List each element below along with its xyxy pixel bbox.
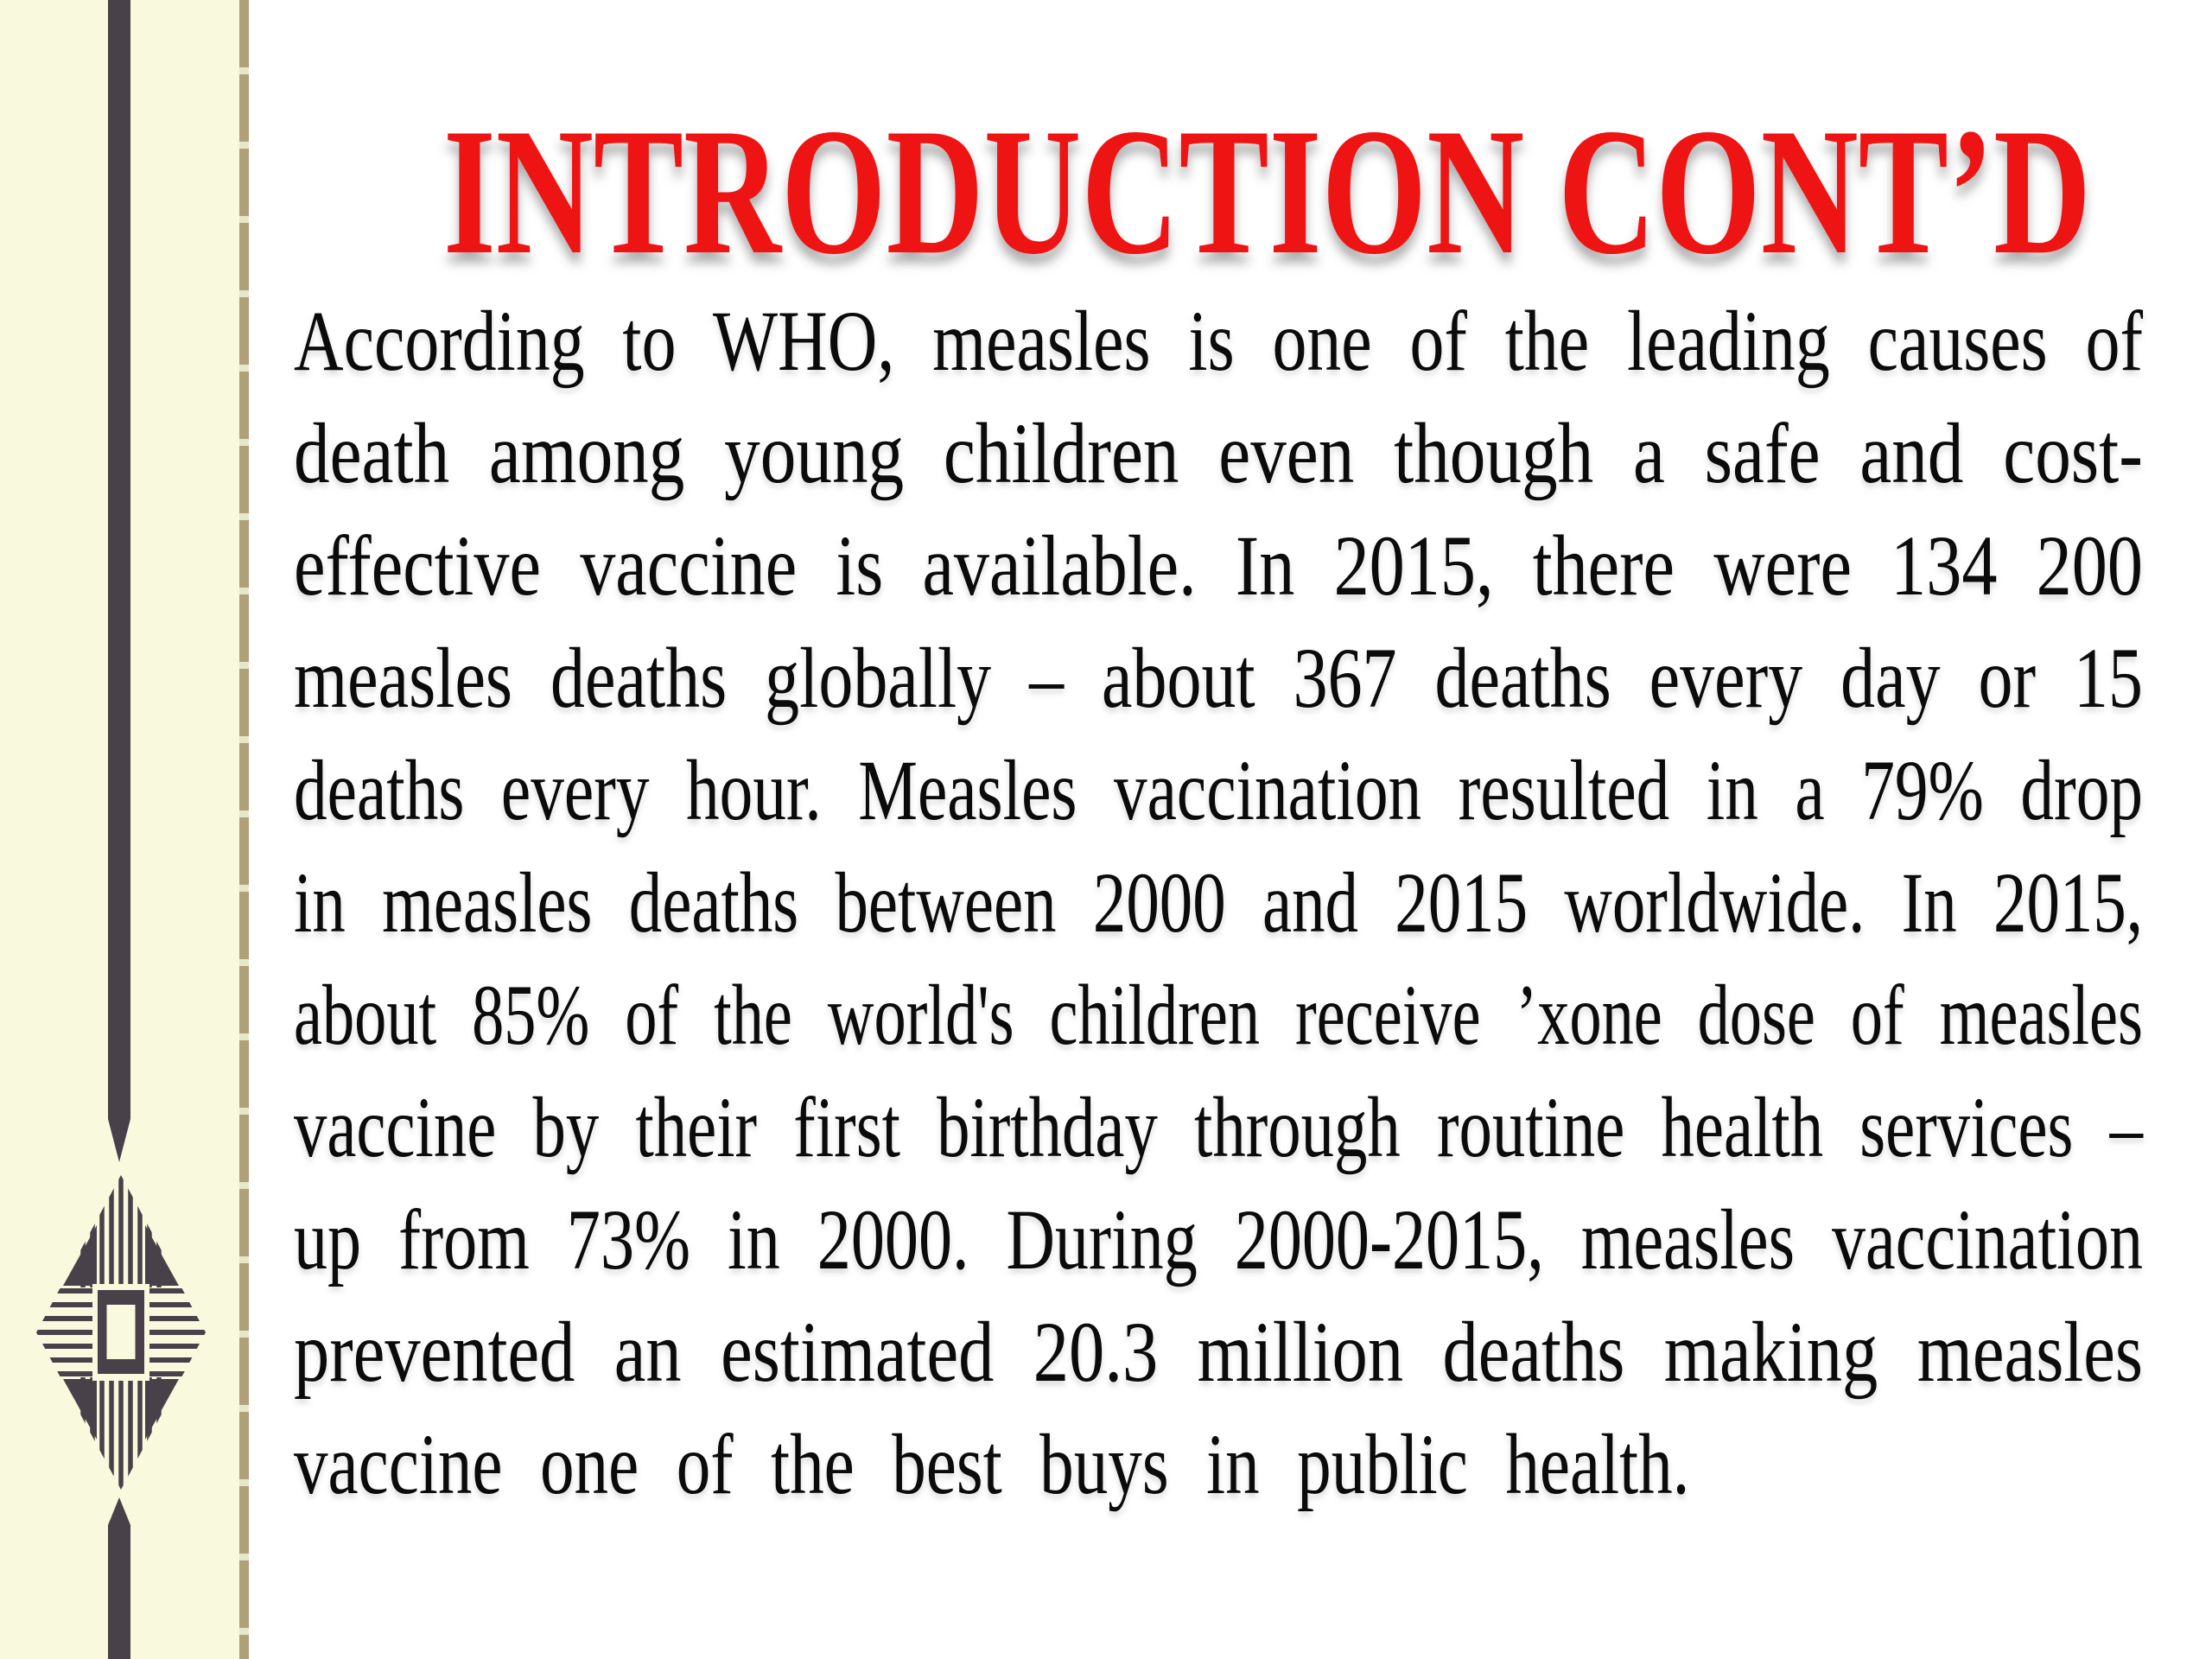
body-line <box>294 1408 2143 1521</box>
vertical-rule-icon <box>108 1525 130 1659</box>
body-line-text: vaccine by their first birthday through routine health services – <box>294 1079 2143 1175</box>
body-line <box>294 847 2143 959</box>
body-line <box>294 1296 2143 1408</box>
vertical-rule-icon <box>108 0 130 1119</box>
film-strip-decoration <box>239 0 249 1659</box>
body-line-text: deaths every hour. Measles vaccination resulted in a 79% drop <box>294 742 2143 838</box>
vertical-rule-arrow-tip-icon <box>108 1497 130 1525</box>
body-line <box>294 959 2143 1071</box>
body-line-text: effective vaccine is available. In 2015, there were 134 200 <box>294 518 2143 613</box>
vertical-rule-arrow-tip-icon <box>108 1119 130 1162</box>
body-line <box>294 1184 2143 1296</box>
body-line <box>294 285 2143 397</box>
body-line-text: up from 73% in 2000. During 2000-2015, measles vaccination <box>294 1192 2143 1287</box>
body-line-text: death among young children even though a safe and cost- <box>294 405 2143 501</box>
body-line <box>294 622 2143 734</box>
body-line <box>294 734 2143 847</box>
body-line-text: prevented an estimated 20.3 million deaths making measles <box>294 1304 2143 1400</box>
body-line-text: According to WHO, measles is one of the leading causes of <box>294 293 2143 389</box>
page-title <box>443 92 2091 300</box>
body-line <box>294 1071 2143 1184</box>
body-text <box>294 285 2143 1521</box>
body-line <box>294 397 2143 510</box>
body-line-text: vaccine one of the best buys in public health. <box>294 1416 1690 1512</box>
body-line-text: about 85% of the world's children receive ’xone dose of measles <box>294 967 2143 1063</box>
body-line <box>294 510 2143 622</box>
diamond-ornament-icon <box>36 1175 206 1490</box>
body-line-text: in measles deaths between 2000 and 2015 worldwide. In 2015, <box>294 855 2143 950</box>
body-line-text: measles deaths globally – about 367 deaths every day or 15 <box>294 630 2143 726</box>
page-title-text: INTRODUCTION CONT’D <box>443 92 2091 292</box>
